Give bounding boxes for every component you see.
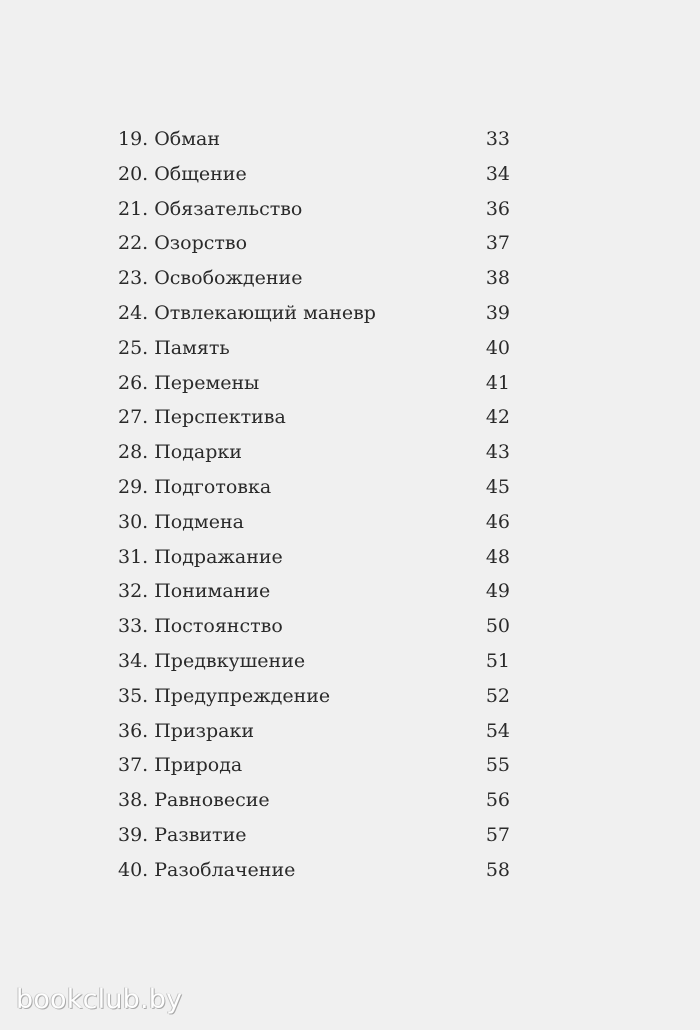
toc-number: 28. <box>118 441 149 464</box>
toc-title: Память <box>154 336 230 359</box>
toc-row <box>118 122 510 157</box>
toc-title: Природа <box>154 754 243 777</box>
toc-number: 34. <box>118 649 149 672</box>
toc-row <box>118 818 510 853</box>
toc-page: 50 <box>485 615 510 638</box>
toc-number: 24. <box>118 301 149 324</box>
toc-number: 36. <box>118 719 149 742</box>
toc-number: 38. <box>118 789 149 812</box>
toc-number: 29. <box>118 475 149 498</box>
toc-number: 39. <box>118 823 149 846</box>
toc-number: 21. <box>118 197 149 220</box>
toc-page: 40 <box>485 336 510 359</box>
toc-row <box>118 609 510 644</box>
toc-title: Освобождение <box>154 267 303 290</box>
toc-row <box>118 435 510 470</box>
toc-page: 46 <box>485 510 510 533</box>
toc-title: Разоблачение <box>154 858 296 881</box>
toc-title: Отвлекающий маневр <box>154 301 376 324</box>
toc-row <box>118 366 510 401</box>
toc-number: 33. <box>118 615 149 638</box>
toc-title: Предвкушение <box>154 649 306 672</box>
toc-title: Подмена <box>154 510 244 533</box>
toc-title: Предупреждение <box>154 684 331 707</box>
toc-row <box>118 540 510 575</box>
toc-page: 56 <box>485 789 510 812</box>
toc-number: 19. <box>118 128 149 150</box>
toc-number: 35. <box>118 684 149 707</box>
toc-page: 52 <box>485 684 510 707</box>
toc-title: Перемены <box>154 371 260 394</box>
toc-row <box>118 748 510 783</box>
toc-page: 43 <box>485 441 510 464</box>
toc-number: 23. <box>118 267 149 290</box>
toc-number: 30. <box>118 510 149 533</box>
toc-title: Понимание <box>154 580 271 603</box>
table-of-contents <box>118 122 510 888</box>
toc-page: 58 <box>485 858 510 881</box>
toc-row <box>118 331 510 366</box>
toc-row <box>118 296 510 331</box>
toc-page: 42 <box>485 406 510 429</box>
toc-page: 37 <box>485 232 510 255</box>
toc-title: Общение <box>154 162 247 185</box>
toc-page: 45 <box>485 475 510 498</box>
toc-number: 40. <box>118 858 149 881</box>
toc-title: Обязательство <box>154 197 303 220</box>
toc-page: 34 <box>485 162 510 185</box>
toc-title: Обман <box>154 128 221 150</box>
toc-page: 51 <box>485 649 510 672</box>
toc-number: 31. <box>118 545 149 568</box>
toc-row <box>118 714 510 749</box>
toc-row <box>118 192 510 227</box>
toc-page: 55 <box>485 754 510 777</box>
toc-page: 54 <box>485 719 510 742</box>
toc-row <box>118 783 510 818</box>
toc-page: 48 <box>485 545 510 568</box>
toc-row <box>118 574 510 609</box>
toc-number: 25. <box>118 336 149 359</box>
toc-number: 37. <box>118 754 149 777</box>
toc-title: Подражание <box>154 545 283 568</box>
toc-row <box>118 400 510 435</box>
toc-title: Призраки <box>154 719 255 742</box>
toc-number: 22. <box>118 232 149 255</box>
toc-page: 36 <box>485 197 510 220</box>
toc-page: 49 <box>485 580 510 603</box>
toc-row <box>118 644 510 679</box>
toc-row <box>118 505 510 540</box>
toc-number: 20. <box>118 162 149 185</box>
toc-title: Постоянство <box>154 615 283 638</box>
toc-number: 32. <box>118 580 149 603</box>
toc-title: Равновесие <box>154 789 270 812</box>
toc-row <box>118 470 510 505</box>
toc-page: 38 <box>485 267 510 290</box>
toc-title: Озорство <box>154 232 248 255</box>
toc-row <box>118 261 510 296</box>
toc-page: 39 <box>485 301 510 324</box>
toc-row <box>118 157 510 192</box>
toc-title: Перспектива <box>154 406 286 429</box>
watermark-logo: bookclub.by <box>16 984 183 1015</box>
toc-number: 27. <box>118 406 149 429</box>
toc-row <box>118 679 510 714</box>
toc-title: Подготовка <box>154 475 272 498</box>
toc-page: 41 <box>485 371 510 394</box>
toc-page: 33 <box>485 128 510 150</box>
toc-page: 57 <box>485 823 510 846</box>
toc-title: Подарки <box>154 441 242 464</box>
toc-number: 26. <box>118 371 149 394</box>
toc-row <box>118 226 510 261</box>
toc-title: Развитие <box>154 823 247 846</box>
toc-row <box>118 853 510 888</box>
